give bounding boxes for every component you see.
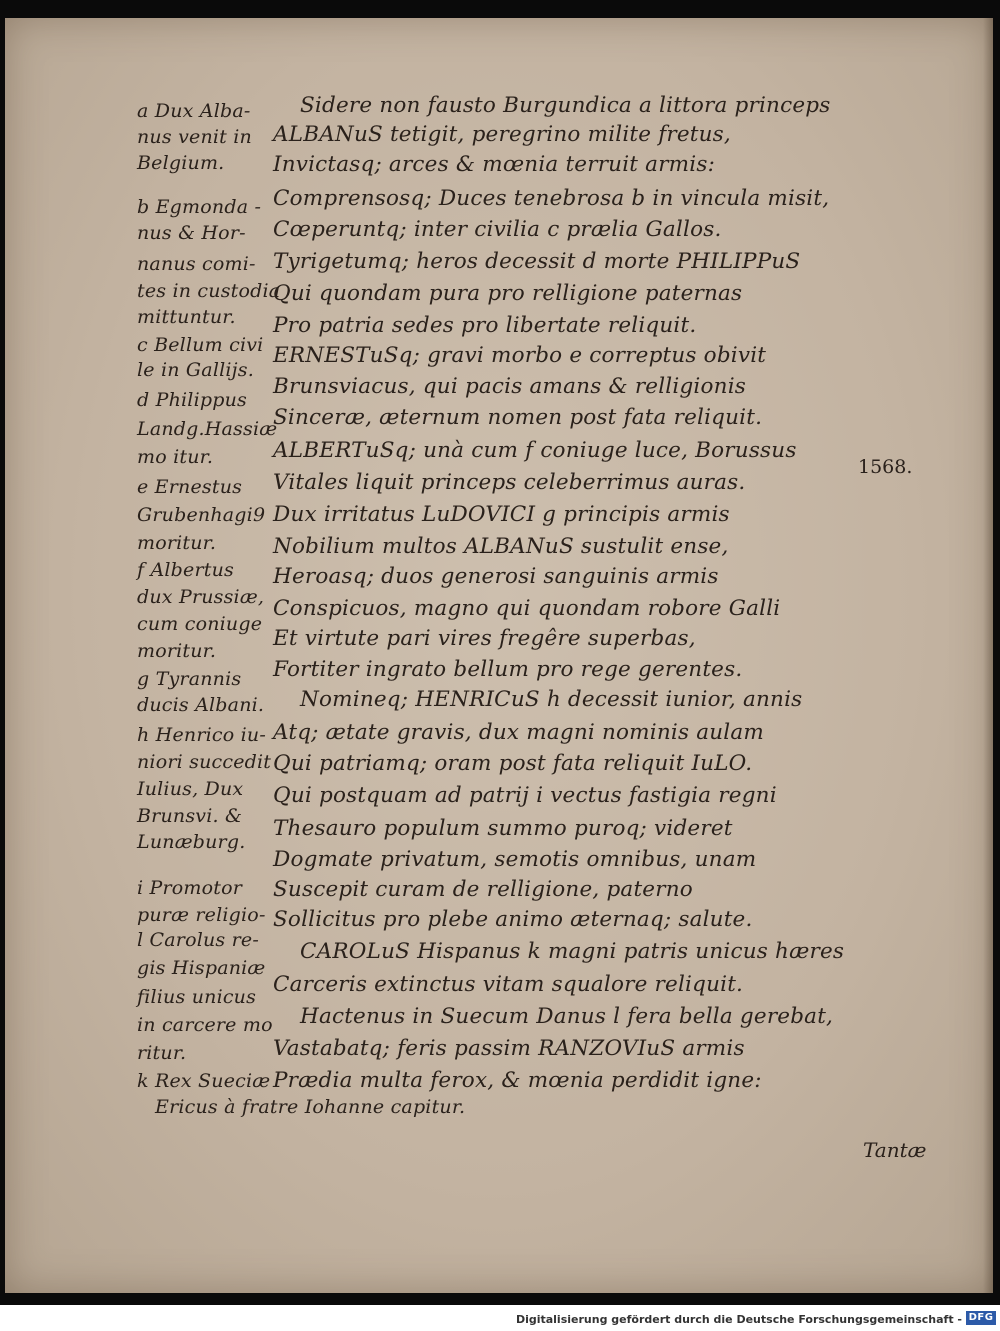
text-line: Atq; ætate gravis, dux magni nominis aulam xyxy=(273,720,764,745)
text-line: Suscepit curam de relligione, paterno xyxy=(273,877,693,902)
text-line: Nobilium multos ALBANuS sustulit ense, xyxy=(273,534,729,559)
margin-note: e Ernestus xyxy=(137,476,243,498)
margin-note: puræ religio- xyxy=(137,904,266,926)
margin-note: cum coniuge xyxy=(137,613,263,635)
text-line: Hactenus in Suecum Danus l fera bella gerebat, xyxy=(300,1004,834,1029)
text-line: Pro patria sedes pro libertate reliquit. xyxy=(273,313,697,338)
text-line: Nomineq; HENRICuS h decessit iunior, annis xyxy=(300,687,803,712)
margin-note: Landg.Hassiæ xyxy=(137,418,278,440)
margin-note: mittuntur. xyxy=(137,306,236,328)
text-line: CAROLuS Hispanus k magni patris unicus hæres xyxy=(300,939,845,964)
margin-note: gis Hispaniæ xyxy=(137,957,266,979)
margin-note: k Rex Sueciæ xyxy=(137,1070,271,1092)
margin-note: a Dux Alba- xyxy=(137,100,251,122)
page-edge-shadow xyxy=(983,18,993,1293)
margin-note: moritur. xyxy=(137,532,217,554)
margin-note: l Carolus re- xyxy=(137,929,259,951)
text-line: Vitales liquit princeps celeberrimus auras. xyxy=(273,470,746,495)
margin-note: niori succedit xyxy=(137,751,272,773)
margin-note: tes in custodia xyxy=(137,280,281,302)
text-line: Prædia multa ferox, & mœnia perdidit igne: xyxy=(273,1068,762,1093)
margin-note: Iulius, Dux xyxy=(137,778,244,800)
text-line: Sollicitus pro plebe animo æternaq; salute. xyxy=(273,907,753,932)
margin-note: Grubenhagi9 xyxy=(137,504,266,526)
margin-note: nus venit in xyxy=(137,126,252,148)
margin-note: Belgium. xyxy=(137,152,225,174)
text-line: ALBANuS tetigit, peregrino milite fretus, xyxy=(273,122,731,147)
text-line: Qui quondam pura pro relligione paternas xyxy=(273,281,743,306)
year-marginal: 1568. xyxy=(858,456,913,478)
text-line: Cœperuntq; inter civilia c prælia Gallos. xyxy=(273,217,722,242)
dfg-logo-icon: DFG xyxy=(966,1311,996,1325)
text-line: Vastabatq; feris passim RANZOVIuS armis xyxy=(273,1036,745,1061)
margin-note: f Albertus xyxy=(137,559,234,581)
margin-note: d Philippus xyxy=(137,389,247,411)
book-page xyxy=(5,18,993,1293)
text-line: Sinceræ, æternum nomen post fata reliquit. xyxy=(273,405,763,430)
margin-note: Brunsvi. & xyxy=(137,805,243,827)
margin-note: ducis Albani. xyxy=(137,694,265,716)
margin-note: ritur. xyxy=(137,1042,187,1064)
footer-credit: Digitalisierung gefördert durch die Deutsche Forschungsgemeinschaft - xyxy=(515,1313,962,1326)
margin-note: nus & Hor- xyxy=(137,222,246,244)
margin-note: moritur. xyxy=(137,640,217,662)
text-line: Invictasq; arces & mœnia terruit armis: xyxy=(273,152,716,177)
margin-note: h Henrico iu- xyxy=(137,724,266,746)
footer-bar xyxy=(0,1305,1000,1331)
text-line: Conspicuos, magno qui quondam robore Galli xyxy=(273,596,781,621)
text-line: Heroasq; duos generosi sanguinis armis xyxy=(273,564,719,589)
text-line: Thesauro populum summo puroq; videret xyxy=(273,816,733,841)
text-line: Et virtute pari vires fregêre superbas, xyxy=(273,626,696,651)
margin-note: mo itur. xyxy=(137,446,214,468)
margin-note: filius unicus xyxy=(137,986,257,1008)
text-line: Brunsviacus, qui pacis amans & relligionis xyxy=(273,374,747,399)
margin-note: c Bellum civi xyxy=(137,334,264,356)
text-line: ALBERTuSq; unà cum f coniuge luce, Borussus xyxy=(273,438,797,463)
text-line: Dux irritatus LuDOVICI g principis armis xyxy=(273,502,730,527)
text-line: Carceris extinctus vitam squalore reliquit. xyxy=(273,972,744,997)
margin-note: Lunæburg. xyxy=(137,831,246,853)
margin-note: nanus comi- xyxy=(137,253,256,275)
text-line: Qui patriamq; oram post fata reliquit IuLO. xyxy=(273,751,753,776)
margin-note: Ericus à fratre Iohanne capitur. xyxy=(155,1096,466,1118)
text-line: Qui postquam ad patrij i vectus fastigia regni xyxy=(273,783,777,808)
text-line: Dogmate privatum, semotis omnibus, unam xyxy=(273,847,757,872)
margin-note: in carcere mo xyxy=(137,1014,273,1036)
catchword: Tantæ xyxy=(863,1138,927,1162)
margin-note: le in Gallijs. xyxy=(137,359,254,381)
margin-note: b Egmonda - xyxy=(137,196,262,218)
text-line: Sidere non fausto Burgundica a littora princeps xyxy=(300,93,831,118)
text-line: ERNESTuSq; gravi morbo e correptus obivit xyxy=(273,343,767,368)
text-line: Tyrigetumq; heros decessit d morte PHILIPPuS xyxy=(273,249,801,274)
margin-note: dux Prussiæ, xyxy=(137,586,265,608)
margin-note: g Tyrannis xyxy=(137,668,242,690)
text-line: Comprensosq; Duces tenebrosa b in vincula misit, xyxy=(273,186,830,211)
text-line: Fortiter ingrato bellum pro rege gerentes. xyxy=(273,657,743,682)
margin-note: i Promotor xyxy=(137,877,243,899)
